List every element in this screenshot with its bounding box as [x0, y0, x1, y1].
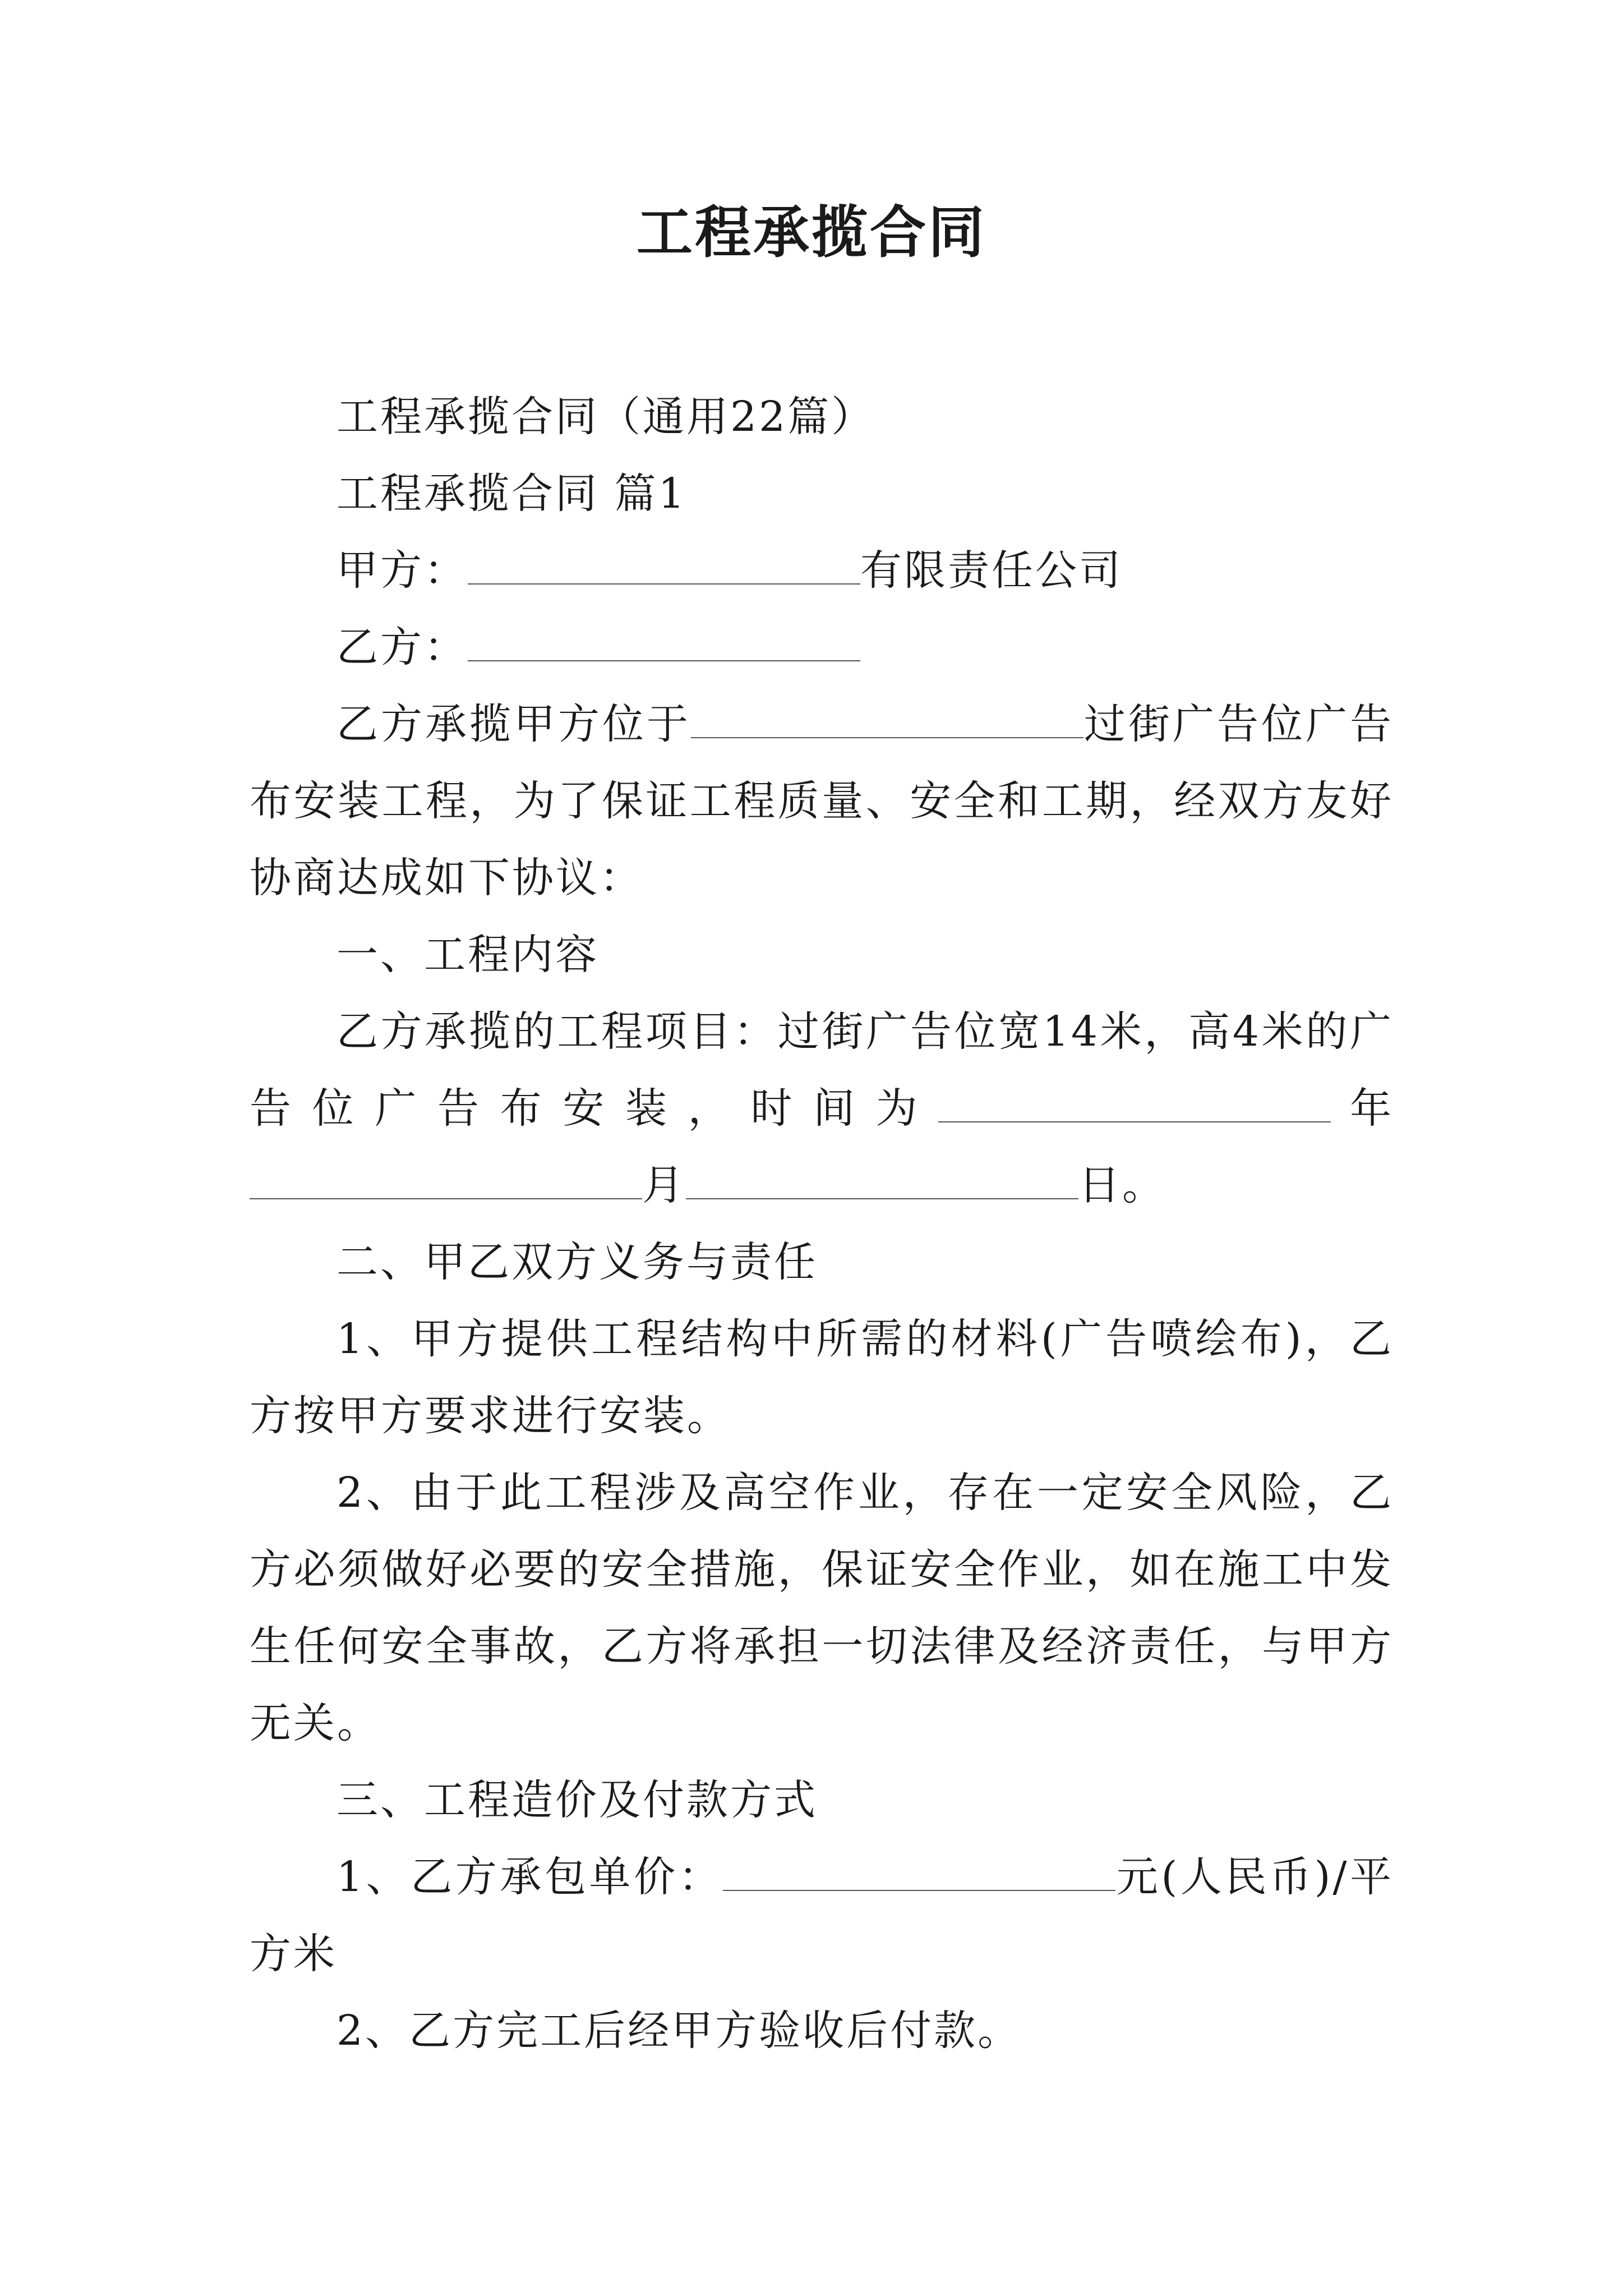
intro-paragraph	[250, 686, 1394, 917]
document-body	[250, 379, 1394, 2069]
clause-paragraph-1	[250, 993, 1394, 1224]
clause-paragraph-5: 2、乙方完工后经甲方验收后付款。	[336, 2007, 1022, 2055]
clause-paragraph-2: 1、甲方提供工程结构中所需的材料(广告喷绘布)，乙方按甲方要求进行安装。	[250, 1315, 1394, 1440]
clause-paragraph-3: 2、由于此工程涉及高空作业，存在一定安全风险，乙方必须做好必要的安全措施，保证安全作业，如在施工中发生任何安全事故，乙方将承担一切法律及经济责任，与甲方无关。	[250, 1469, 1394, 1747]
intro-text-after: 过街广告位广告布安装工程，为了保证工程质量、安全和工期，经双方友好协商达成如下协议：	[250, 700, 1394, 902]
year-blank	[938, 1088, 1331, 1122]
clause-heading-1: 一、工程内容	[336, 931, 599, 979]
intro-text-before: 乙方承揽甲方位于	[336, 700, 691, 748]
day-label: 日。	[1078, 1161, 1166, 1209]
document-subtitle: 工程承揽合同（通用22篇）	[336, 393, 875, 441]
month-blank	[250, 1165, 642, 1199]
unit-price-blank	[723, 1856, 1115, 1891]
unit-price-suffix: 元(人民币)/平方米	[250, 1853, 1394, 1978]
party-a-line	[250, 532, 1394, 609]
party-b-line	[250, 609, 1394, 686]
location-blank	[691, 703, 1083, 738]
party-a-blank	[468, 550, 860, 585]
party-b-blank	[468, 627, 860, 661]
party-a-suffix: 有限责任公司	[860, 546, 1123, 595]
document-title: 工程承揽合同	[637, 200, 986, 265]
day-blank	[686, 1165, 1078, 1199]
party-a-label: 甲方：	[336, 546, 468, 595]
clause-heading-2: 二、甲乙双方义务与责任	[336, 1238, 818, 1286]
month-label: 月	[642, 1161, 686, 1209]
year-label: 年	[1331, 1084, 1394, 1133]
unit-price-label: 1、乙方承包单价：	[336, 1853, 723, 1901]
clause-paragraph-4	[250, 1839, 1394, 1993]
clause-1-text: 乙方承揽的工程项目：过街广告位宽14米，高4米的广告位广告布安装，时间为	[250, 1007, 1394, 1133]
clause-heading-3: 三、工程造价及付款方式	[336, 1776, 818, 1824]
party-b-label: 乙方：	[336, 623, 468, 671]
section-heading: 工程承揽合同 篇1	[336, 470, 687, 518]
